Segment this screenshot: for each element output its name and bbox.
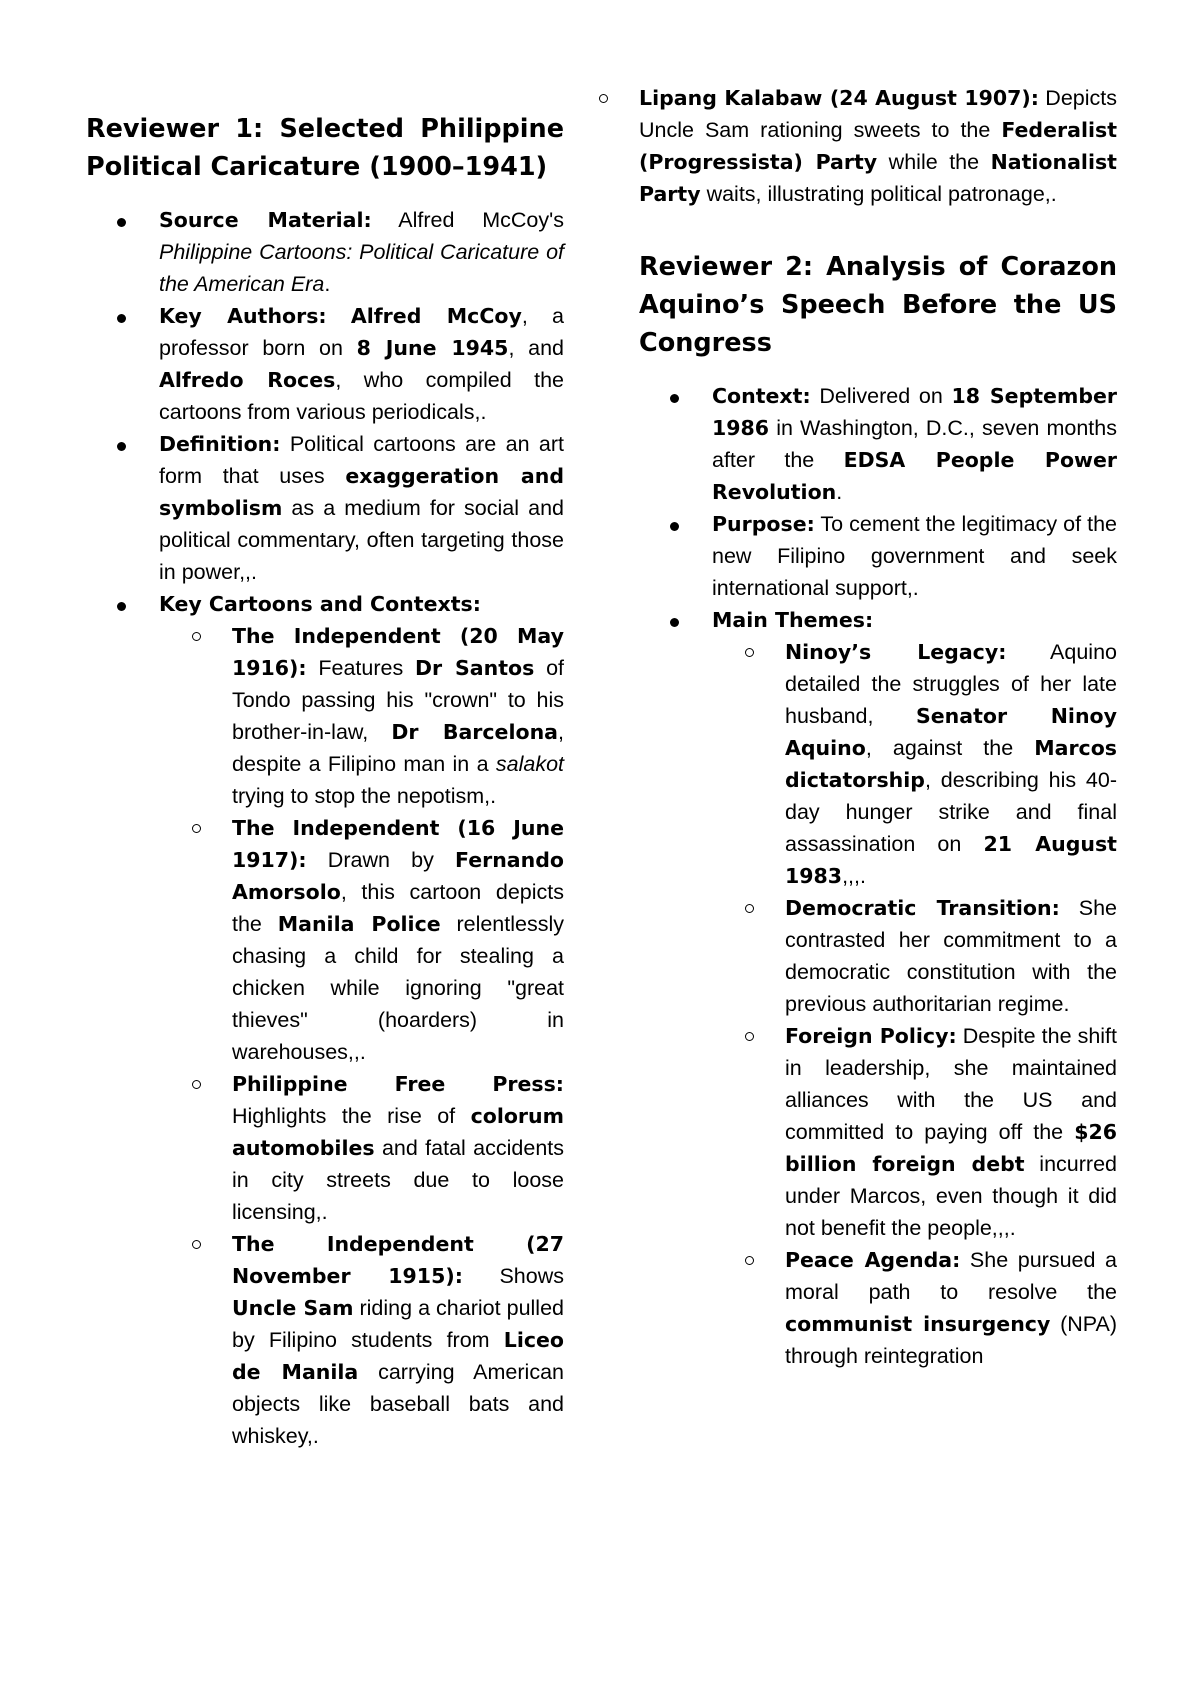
hollow-bullet-icon: [192, 1080, 201, 1089]
list-item-source-material: [86, 204, 564, 300]
item-text: The Independent (16 June 1917): Drawn by Fernando Amorsolo, this cartoon depicts the Manila Police relentlessly chasing a child for stealing a chicken while ignoring "great thieves" (hoarders) in warehouses,,.: [232, 816, 564, 1064]
item-text: Ninoy’s Legacy: Aquino detailed the struggles of her late husband, Senator Ninoy Aquino, against the Marcos dictatorship, describing his 40-day hunger strike and final assassination on 21 August 1983,,,.: [785, 640, 1117, 888]
sublist-item: [712, 636, 1117, 892]
sublist-item: [159, 620, 564, 812]
sublist-item: [712, 892, 1117, 1020]
hollow-bullet-icon: [745, 904, 754, 913]
hollow-bullet-icon: [745, 648, 754, 657]
bullet-icon: [117, 442, 126, 451]
list-item-key-cartoons: [86, 588, 564, 1452]
left-column: [86, 0, 564, 1452]
item-text: Foreign Policy: Despite the shift in leadership, she maintained alliances with the US and committed to paying off the $26 billion foreign debt incurred under Marcos, even though it did not benefit the people,,,.: [785, 1024, 1118, 1240]
hollow-bullet-icon: [192, 824, 201, 833]
sublist-item: [159, 1228, 564, 1452]
main-themes-sublist: [712, 636, 1117, 1372]
hollow-bullet-icon: [599, 94, 608, 103]
reviewer-1-list: [86, 204, 564, 1452]
item-text: Purpose: To cement the legitimacy of the new Filipino government and seek international support,.: [712, 512, 1117, 600]
hollow-bullet-icon: [745, 1032, 754, 1041]
sublist-item: [712, 1020, 1117, 1244]
sublist-item: [493, 82, 1117, 210]
reviewer-2-heading: Reviewer 2: Analysis of Corazon Aquino’s Speech Before the US Congress: [639, 252, 1117, 358]
bullet-icon: [670, 618, 679, 627]
bullet-icon: [670, 394, 679, 403]
bullet-icon: [117, 314, 126, 323]
item-text: Key Authors: Alfred McCoy, a professor born on 8 June 1945, and Alfredo Roces, who compiled the cartoons from various periodicals,.: [159, 304, 564, 424]
item-text: The Independent (27 November 1915): Shows Uncle Sam riding a chariot pulled by Filipino students from Liceo de Manila carrying American objects like baseball bats and whiskey,.: [232, 1232, 564, 1448]
list-item-definition: [86, 428, 564, 588]
hollow-bullet-icon: [192, 1240, 201, 1249]
continued-sublist: [639, 82, 1117, 210]
item-text: The Independent (20 May 1916): Features Dr Santos of Tondo passing his "crown" to his brother-in-law, Dr Barcelona, despite a Filipino man in a salakot trying to stop the nepotism,.: [232, 624, 564, 808]
key-cartoons-sublist: [159, 620, 564, 1452]
sublist-item: [159, 1068, 564, 1228]
list-item-main-themes: [639, 604, 1117, 1372]
right-column: [639, 0, 1117, 1372]
reviewer-2-list: [639, 380, 1117, 1372]
item-text: Democratic Transition: She contrasted her commitment to a democratic constitution with the previous authoritarian regime.: [785, 896, 1118, 1016]
item-text: Source Material: Alfred McCoy's Philippine Cartoons: Political Caricature of the American Era.: [159, 208, 564, 296]
item-text: Context: Delivered on 18 September 1986 in Washington, D.C., seven months after the EDSA People Power Revolution.: [712, 384, 1118, 504]
bullet-icon: [117, 602, 126, 611]
item-text: Peace Agenda: She pursued a moral path to resolve the communist insurgency (NPA) through reintegration: [785, 1248, 1117, 1368]
list-item-key-authors: [86, 300, 564, 428]
bullet-icon: [117, 218, 126, 227]
item-text: Key Cartoons and Contexts:: [159, 592, 481, 616]
sublist-item: [159, 812, 564, 1068]
bullet-icon: [670, 522, 679, 531]
item-text: Main Themes:: [712, 608, 874, 632]
item-text: Definition: Political cartoons are an art form that uses exaggeration and symbolism as a medium for social and political commentary, often targeting those in power,,.: [159, 432, 564, 584]
sublist-item: [712, 1244, 1117, 1372]
reviewer-1-heading: Reviewer 1: Selected Philippine Political Caricature (1900–1941): [86, 114, 564, 182]
list-item-context: [639, 380, 1117, 508]
hollow-bullet-icon: [192, 632, 201, 641]
hollow-bullet-icon: [745, 1256, 754, 1265]
item-text: Philippine Free Press: Highlights the rise of colorum automobiles and fatal accidents in city streets due to loose licensing,.: [232, 1072, 564, 1224]
list-item-purpose: [639, 508, 1117, 604]
item-text: Lipang Kalabaw (24 August 1907): Depicts Uncle Sam rationing sweets to the Federalist (Progressista) Party while the Nationalist Party waits, illustrating political patronage,.: [639, 86, 1117, 206]
